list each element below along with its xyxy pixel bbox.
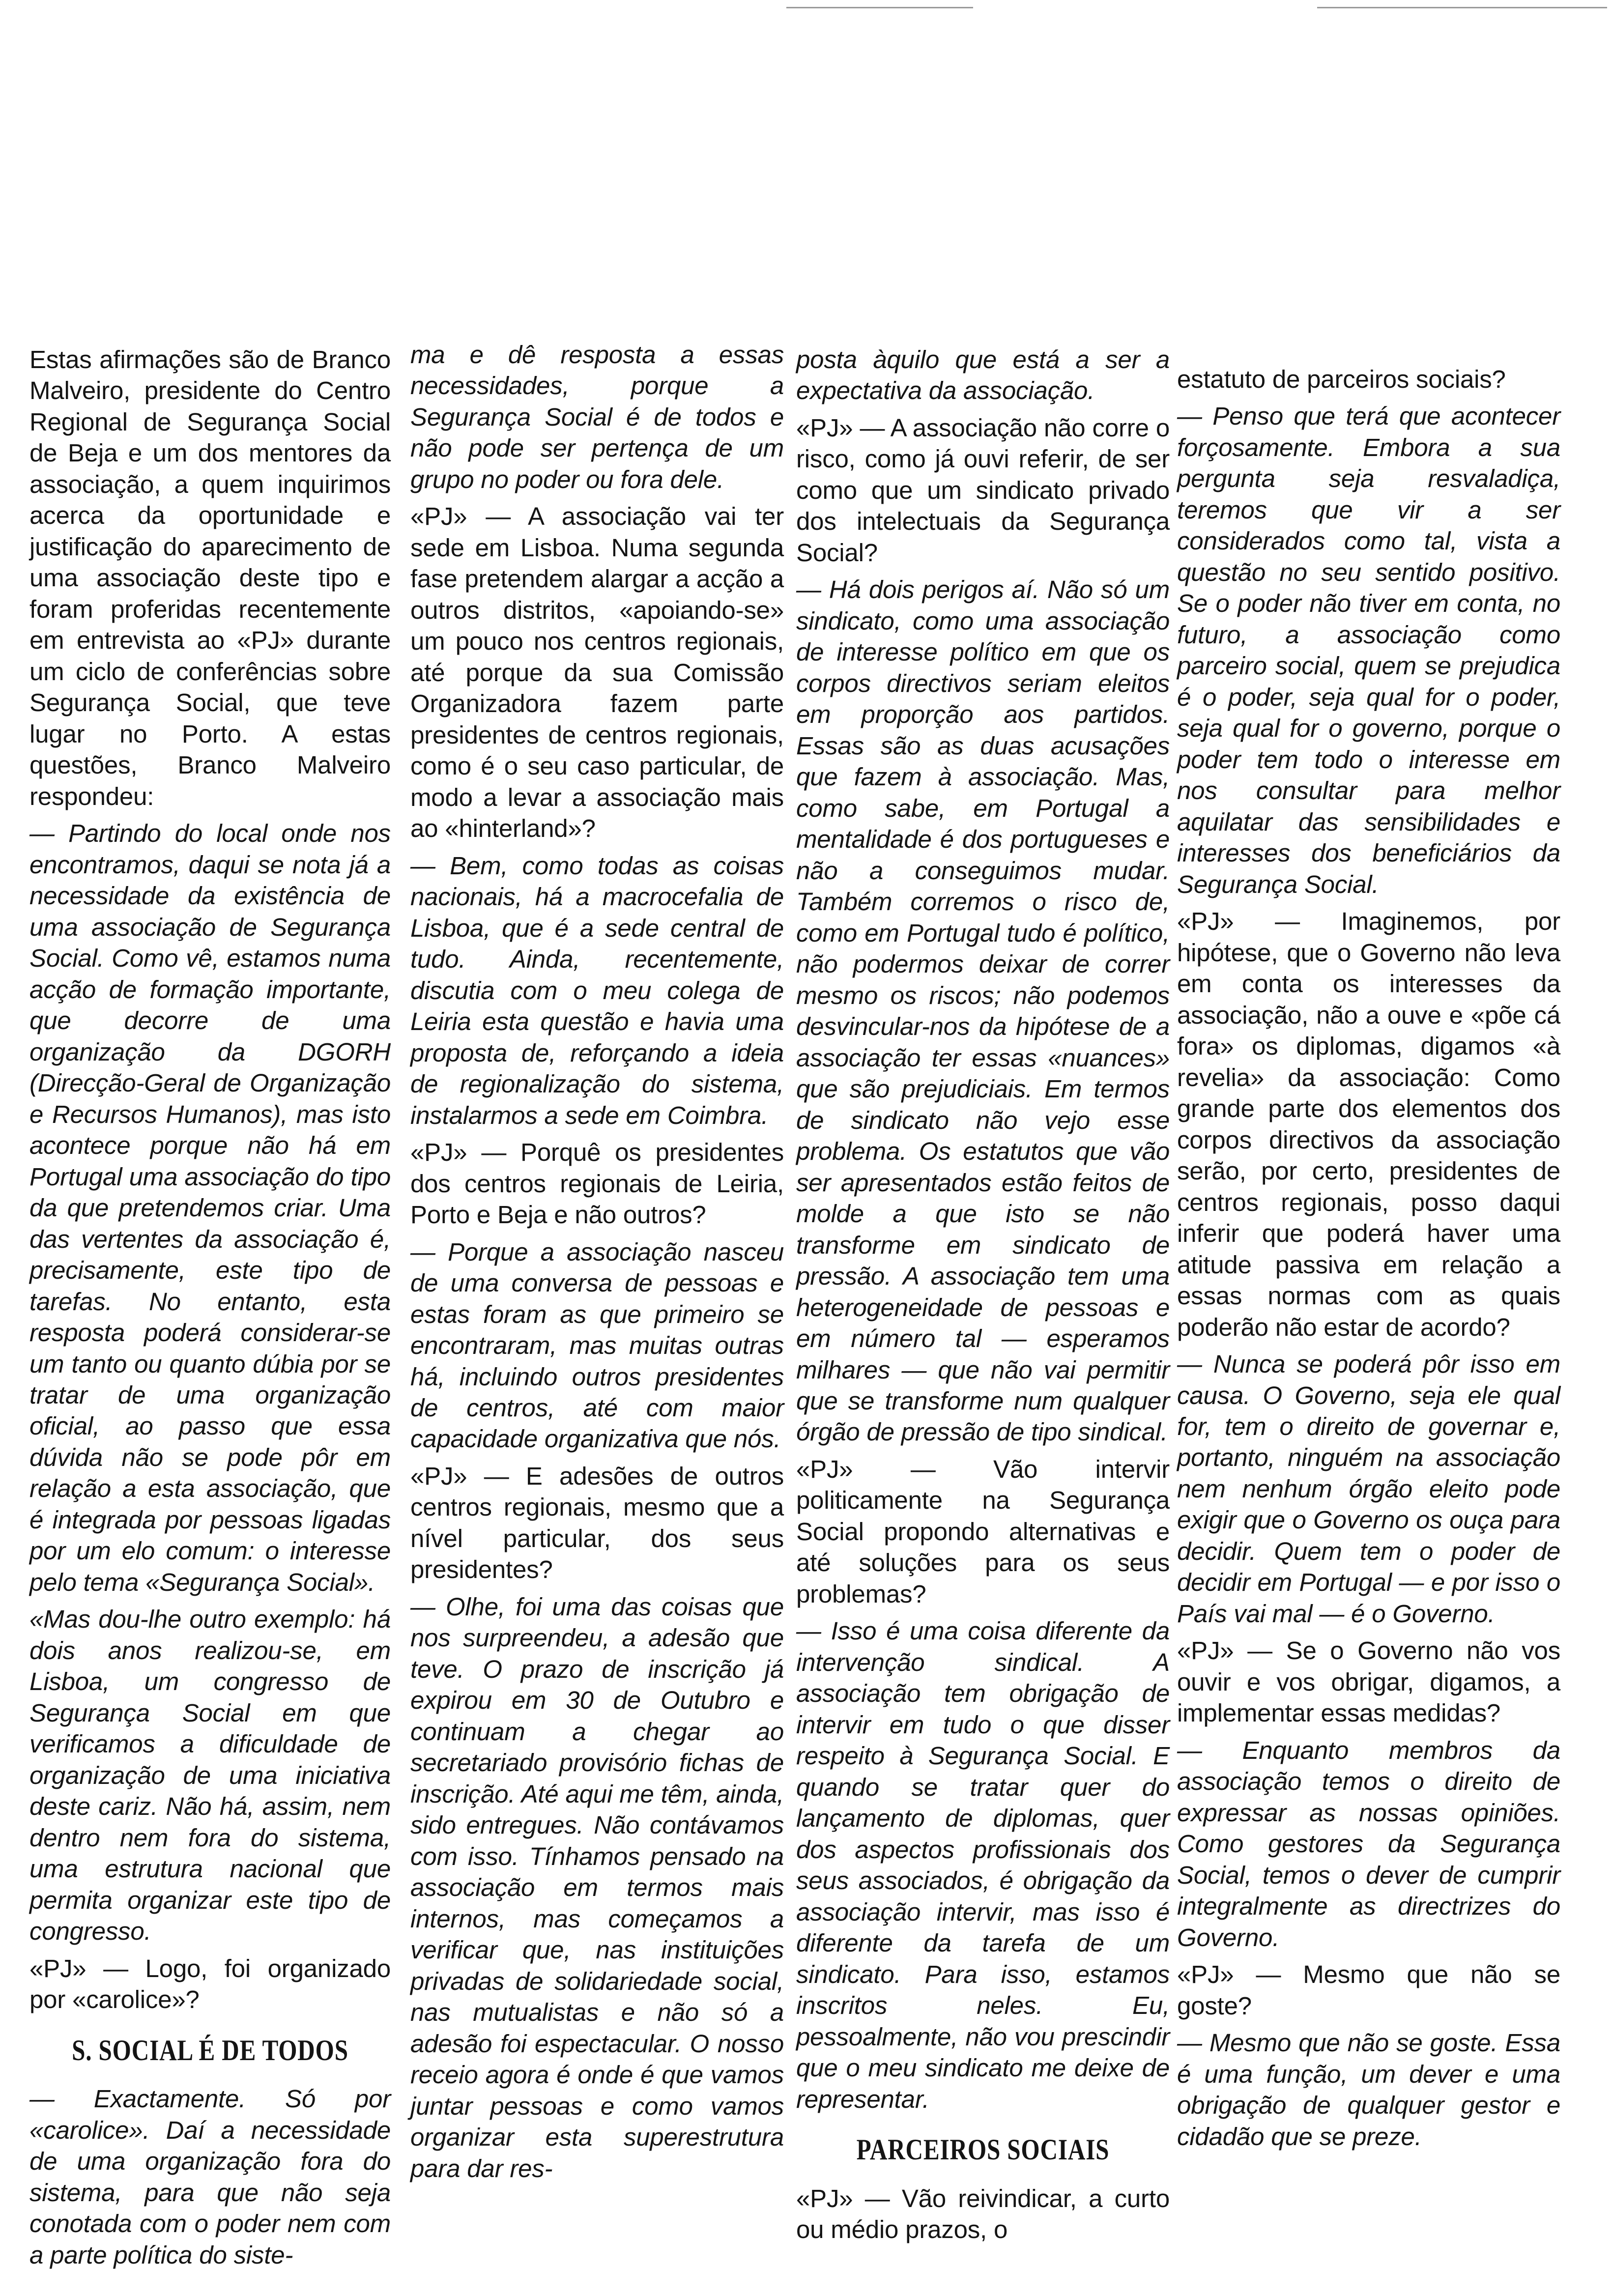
article-paragraph: — Bem, como todas as coisas nacionais, há a macrocefalia de Lisboa, que é a sede central de tudo. Ainda, recentemente, discutia com o meu colega de Leiria esta questão e havia uma proposta de, reforçando a ideia de regionalização do sistema, instalarmos a sede em Coimbra.	[410, 851, 784, 1129]
article-paragraph: — Enquanto membros da associação temos o direito de expressar as nossas opiniões. Como gestores da Segurança Social, temos o dever de cumprir integralmente as directrizes do Governo.	[1177, 1736, 1560, 1952]
article-paragraph: «PJ» — A associação não corre o risco, como já ouvi referir, de ser como que um sindicato privado dos intelectuais da Segurança Social?	[796, 413, 1170, 567]
article-paragraph: «PJ» — Vão reivindicar, a curto ou médio prazos, o	[796, 2184, 1170, 2244]
section-heading: PARCEIROS SOCIAIS	[856, 2133, 1110, 2166]
article-paragraph: «PJ» — Porquê os presidentes dos centros regionais de Leiria, Porto e Beja e não outros?	[410, 1138, 784, 1229]
article-paragraph: — Exactamente. Só por «carolice». Daí a necessidade de uma organização fora do sistema, para que não seja conotada com o poder nem com a parte política do siste-	[29, 2085, 391, 2269]
article-paragraph: — Penso que terá que acontecer forçosamente. Embora a sua pergunta seja resvaladiça, teremos que vir a ser considerados como tal, vista a questão no seu sentido positivo. Se o poder não tiver em conta, no futuro, a associação como parceiro social, quem se prejudica é o poder, seja qual for o poder, seja qual for o governo, porque o poder tem todo o interesse em nos consultar para melhor aquilatar das sensibilidades e interesses dos beneficiários da Segurança Social.	[1177, 402, 1560, 898]
article-paragraph: — Partindo do local onde nos encontramos, daqui se nota já a necessidade da existência de uma associação de Segurança Social. Como vê, estamos numa acção de formação importante, que decorre de uma organização da DGORH (Direcção-Geral de Organização e Recursos Humanos), mas isto acontece porque não há em Portugal uma associação do tipo da que pretendemos criar. Uma das vertentes da associação é, precisamente, este tipo de tarefas. No entanto, esta resposta poderá considerar-se um tanto ou quanto dúbia por se tratar de uma organização oficial, ao passo que essa dúvida não se pode pôr em relação a esta associação, que é integrada por pessoas ligadas por um elo comum: o interesse pelo tema «Segurança Social».	[29, 819, 391, 1596]
article-paragraph: — Nunca se poderá pôr isso em causa. O Governo, seja ele qual for, tem o direito de governar e, portanto, ninguém na associação nem nenhum órgão eleito pode exigir que o Governo os ouça para decidir. Quem tem o poder de decidir em Portugal — e por isso o País vai mal — é o Governo.	[1177, 1350, 1560, 1628]
article-paragraph: «PJ» — A associação vai ter sede em Lisboa. Numa segunda fase pretendem alargar a acção a outros distritos, «apoiando-se» um pouco nos centros regionais, até porque da sua Comissão Organizadora fazem parte presidentes de centros regionais, como é o seu caso particular, de modo a levar a associação mais ao «hinterland»?	[410, 502, 784, 843]
article-paragraph: «PJ» — Vão intervir politicamente na Segurança Social propondo alternativas e até soluções para os seus problemas?	[796, 1455, 1170, 1608]
top-rule-right	[1317, 7, 1607, 8]
article-paragraph: «PJ» — Se o Governo não vos ouvir e vos obrigar, digamos, a implementar essas medidas?	[1177, 1636, 1560, 1727]
article-paragraph: ma e dê resposta a essas necessidades, porque a Segurança Social é de todos e não pode ser pertença de um grupo no poder ou fora dele.	[410, 341, 784, 493]
article-paragraph: «PJ» — Mesmo que não se goste?	[1177, 1960, 1560, 2020]
column-3	[796, 344, 1170, 2251]
article-paragraph: «PJ» — E adesões de outros centros regionais, mesmo que a nível particular, dos seus presidentes?	[410, 1462, 784, 1584]
column-4	[1177, 364, 1560, 2158]
article-paragraph: — Isso é uma coisa diferente da intervenção sindical. A associação tem obrigação de intervir em tudo o que disser respeito à Segurança Social. E quando se tratar quer do lançamento de diplomas, quer dos aspectos profissionais dos seus associados, é obrigação da associação intervir, mas isso é diferente da tarefa de um sindicato. Para isso, estamos inscritos neles. Eu, pessoalmente, não vou prescindir que o meu sindicato me deixe de representar.	[796, 1617, 1170, 2113]
article-paragraph: — Mesmo que não se goste. Essa é uma função, um dever e uma obrigação de qualquer gestor e cidadão que se preze.	[1177, 2029, 1560, 2151]
top-rule-left	[786, 7, 973, 8]
column-1	[29, 344, 391, 2276]
article-paragraph: estatuto de parceiros sociais?	[1177, 365, 1506, 393]
article-paragraph: — Olhe, foi uma das coisas que nos surpreendeu, a adesão que teve. O prazo de inscrição já expirou em 30 de Outubro e continuam a chegar ao secretariado provisório fichas de inscrição. Até aqui me têm, ainda, sido entregues. Não contávamos com isso. Tínhamos pensado na associação em termos mais internos, mas começamos a verificar que, nas instituições privadas de solidariedade social, nas mutualistas e não só a adesão foi espectacular. O nosso receio agora é onde é que vamos juntar pessoas e como vamos organizar esta superestrutura para dar res-	[410, 1592, 784, 2182]
section-heading: S. SOCIAL É DE TODOS	[72, 2034, 348, 2066]
article-paragraph: — Porque a associação nasceu de uma conversa de pessoas e estas foram as que primeiro se encontraram, mas muitas outras há, incluindo outros presidentes de centros, até com maior capacidade organizativa que nós.	[410, 1237, 784, 1453]
column-2	[410, 339, 784, 2190]
article-paragraph: «PJ» — Logo, foi organizado por «carolice»?	[29, 1954, 391, 2014]
article-paragraph: Estas afirmações são de Branco Malveiro, presidente do Centro Regional de Segurança Social de Beja e um dos mentores da associação, a quem inquirimos acerca da oportunidade e justificação do aparecimento de uma associação deste tipo e foram proferidas recentemente em entrevista ao «PJ» durante um ciclo de conferências sobre Segurança Social, que teve lugar no Porto. A estas questões, Branco Malveiro respondeu:	[29, 345, 391, 810]
article-paragraph: «PJ» — Imaginemos, por hipótese, que o Governo não leva em conta os interesses da associação, não a ouve e «põe cá fora» os diplomas, digamos «à revelia» da associação: Como grande parte dos elementos dos corpos directivos da associação serão, por certo, presidentes de centros regionais, posso daqui inferir que poderá haver uma atitude passiva em relação a essas normas com as quais poderão não estar de acordo?	[1177, 907, 1560, 1341]
article-paragraph: — Há dois perigos aí. Não só um sindicato, como uma associação de interesse político em que os corpos directivos seriam eleitos em proporção aos partidos. Essas são as duas acusações que fazem à associação. Mas, como sabe, em Portugal a mentalidade é dos portugueses e não a conseguimos mudar. Também corremos o risco de, como em Portugal tudo é político, não podermos deixar de correr mesmo os riscos; não podemos desvincular-nos da hipótese de a associação ter essas «nuances» que são prejudiciais. Em termos de sindicato não vejo esse problema. Os estatutos que vão ser apresentados estão feitos de molde a que isto se não transforme em sindicato de pressão. A associação tem uma heterogeneidade de pessoas e em número tal — esperamos milhares — que não vai permitir que se transforme num qualquer órgão de pressão de tipo sindical.	[796, 575, 1170, 1446]
article-paragraph: posta àquilo que está a ser a expectativa da associação.	[796, 345, 1170, 405]
article-paragraph: «Mas dou-lhe outro exemplo: há dois anos realizou-se, em Lisboa, um congresso de Segurança Social em que verificamos a dificuldade de organização de uma iniciativa deste cariz. Não há, assim, nem dentro nem fora do sistema, uma estrutura nacional que permita organizar este tipo de congresso.	[29, 1605, 391, 1946]
